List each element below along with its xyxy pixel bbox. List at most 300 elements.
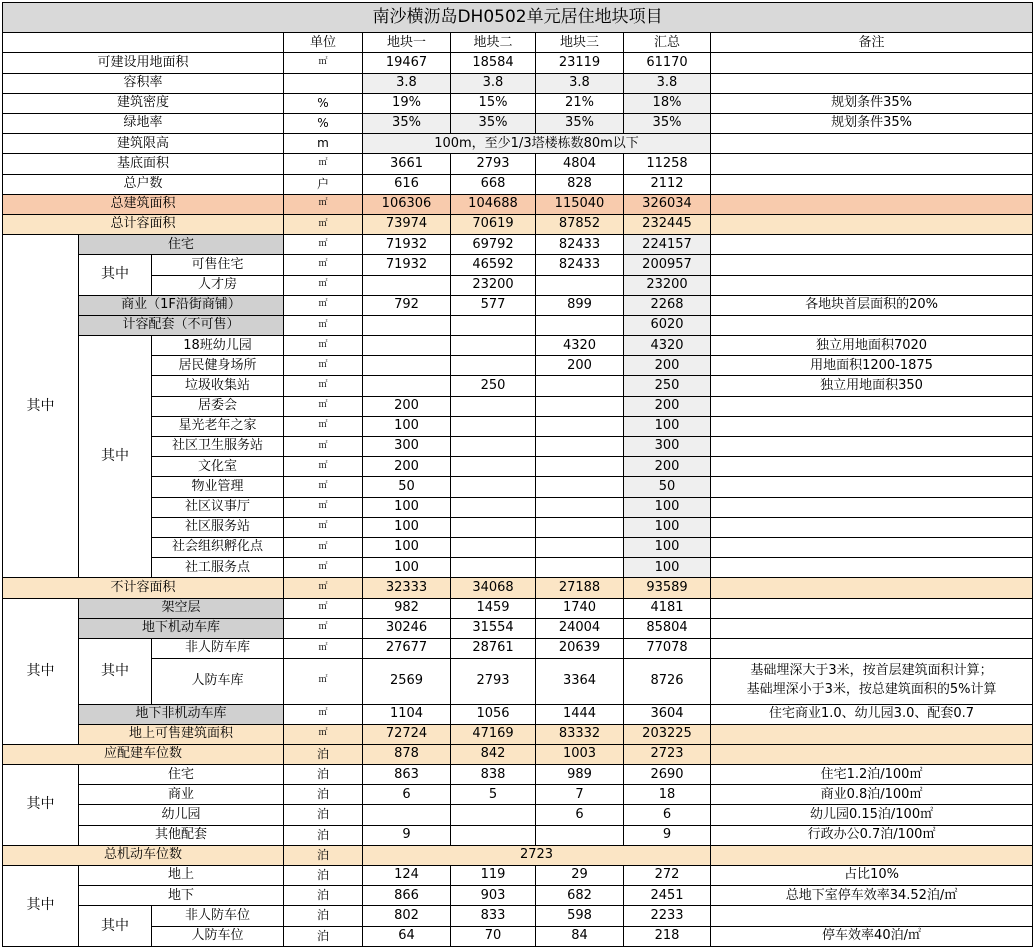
header-total: 汇总 [624, 33, 711, 53]
note-cell [711, 659, 1033, 704]
block-2-cell: 47169 [451, 724, 536, 744]
block-1-cell: 802 [363, 906, 451, 926]
unit-cell: ㎡ [284, 416, 363, 436]
row-label: 住宅 [79, 235, 284, 255]
block-3-cell [536, 396, 624, 416]
block-2-cell: 2793 [451, 154, 536, 174]
total-cell: 4320 [624, 336, 711, 356]
unit-cell: ㎡ [284, 517, 363, 537]
block-2-cell: 34068 [451, 578, 536, 598]
height-limit-value: 100m，至少1/3塔楼栋数80m以下 [363, 134, 711, 154]
note-cell: 行政办公0.7泊/100㎡ [711, 825, 1033, 845]
block-3-cell [536, 497, 624, 517]
block-2-cell [451, 497, 536, 517]
row-label: 架空层 [79, 598, 284, 618]
row-label: 总建筑面积 [3, 194, 284, 214]
block-3-cell: 899 [536, 295, 624, 315]
block-1-cell: 878 [363, 744, 451, 764]
note-cell [711, 275, 1033, 295]
total-cell: 232445 [624, 214, 711, 234]
row-label: 总机动车位数 [3, 845, 284, 865]
block-2-cell [451, 336, 536, 356]
table-row [3, 53, 1033, 73]
unit-cell: ㎡ [284, 53, 363, 73]
total-cell: 23200 [624, 275, 711, 295]
table-row [3, 497, 1033, 517]
block-3-cell: 27188 [536, 578, 624, 598]
block-2-cell: 577 [451, 295, 536, 315]
total-cell: 9 [624, 825, 711, 845]
note-cell: 独立用地面积7020 [711, 336, 1033, 356]
total-cell: 250 [624, 376, 711, 396]
subcategory-qizhong: 其中 [79, 638, 152, 704]
total-cell: 203225 [624, 724, 711, 744]
unit-cell: 泊 [284, 926, 363, 946]
block-3-cell [536, 437, 624, 457]
row-label: 建筑限高 [3, 134, 284, 154]
block-1-cell: 3.8 [363, 73, 451, 93]
total-cell: 100 [624, 416, 711, 436]
row-label: 人才房 [152, 275, 284, 295]
row-label: 人防车库 [152, 659, 284, 704]
block-2-cell: 70619 [451, 214, 536, 234]
block-2-cell [451, 477, 536, 497]
note-cell [711, 174, 1033, 194]
total-cell: 200957 [624, 255, 711, 275]
block-2-cell: 119 [451, 866, 536, 886]
total-parking-value: 2723 [363, 845, 711, 865]
note-cell [711, 416, 1033, 436]
note-cell [711, 537, 1033, 557]
row-label: 社工服务点 [152, 558, 284, 578]
table-row [3, 578, 1033, 598]
block-3-cell [536, 457, 624, 477]
block-1-cell: 124 [363, 866, 451, 886]
unit-cell: ㎡ [284, 315, 363, 335]
block-3-cell: 200 [536, 356, 624, 376]
unit-cell: 泊 [284, 845, 363, 865]
table-row [3, 825, 1033, 845]
block-3-cell: 115040 [536, 194, 624, 214]
total-cell: 272 [624, 866, 711, 886]
block-2-cell: 70 [451, 926, 536, 946]
row-label: 不计容面积 [3, 578, 284, 598]
block-1-cell: 30246 [363, 618, 451, 638]
note-cell: 住宅1.2泊/100㎡ [711, 765, 1033, 785]
total-cell: 2690 [624, 765, 711, 785]
table-row [3, 336, 1033, 356]
note-cell: 规划条件35% [711, 93, 1033, 113]
unit-cell: ㎡ [284, 638, 363, 658]
unit-cell: m [284, 134, 363, 154]
block-1-cell: 100 [363, 558, 451, 578]
note-cell [711, 845, 1033, 865]
block-1-cell: 9 [363, 825, 451, 845]
subcategory-qizhong: 其中 [79, 906, 152, 947]
block-1-cell: 616 [363, 174, 451, 194]
table-row [3, 744, 1033, 764]
block-1-cell: 64 [363, 926, 451, 946]
table-row [3, 356, 1033, 376]
note-cell [711, 396, 1033, 416]
block-3-cell: 4320 [536, 336, 624, 356]
table-row [3, 886, 1033, 906]
header-note: 备注 [711, 33, 1033, 53]
unit-cell: ㎡ [284, 437, 363, 457]
row-label: 建筑密度 [3, 93, 284, 113]
block-3-cell: 21% [536, 93, 624, 113]
total-cell: 200 [624, 356, 711, 376]
row-label: 垃圾收集站 [152, 376, 284, 396]
table-row [3, 724, 1033, 744]
table-row [3, 93, 1033, 113]
unit-cell: ㎡ [284, 598, 363, 618]
total-cell: 100 [624, 517, 711, 537]
table-row [3, 477, 1033, 497]
note-cell [711, 638, 1033, 658]
block-2-cell: 838 [451, 765, 536, 785]
block-3-cell: 828 [536, 174, 624, 194]
row-label: 18班幼儿园 [152, 336, 284, 356]
note-cell [711, 477, 1033, 497]
block-3-cell: 24004 [536, 618, 624, 638]
table-row [3, 659, 1033, 704]
total-cell: 326034 [624, 194, 711, 214]
total-cell: 2112 [624, 174, 711, 194]
unit-cell: ㎡ [284, 659, 363, 704]
row-label: 社区服务站 [152, 517, 284, 537]
unit-cell: ㎡ [284, 336, 363, 356]
block-2-cell: 5 [451, 785, 536, 805]
note-cell: 用地面积1200-1875 [711, 356, 1033, 376]
block-1-cell: 100 [363, 537, 451, 557]
note-cell: 各地块首层面积的20% [711, 295, 1033, 315]
block-2-cell [451, 517, 536, 537]
block-1-cell: 27677 [363, 638, 451, 658]
block-1-cell: 792 [363, 295, 451, 315]
row-label: 非人防车库 [152, 638, 284, 658]
total-cell: 18% [624, 93, 711, 113]
block-1-cell: 71932 [363, 255, 451, 275]
block-1-cell: 300 [363, 437, 451, 457]
note-cell [711, 194, 1033, 214]
block-1-cell: 982 [363, 598, 451, 618]
note-cell [711, 53, 1033, 73]
block-1-cell: 2569 [363, 659, 451, 704]
total-cell: 18 [624, 785, 711, 805]
table-row [3, 785, 1033, 805]
unit-cell: 泊 [284, 744, 363, 764]
block-3-cell: 6 [536, 805, 624, 825]
total-cell: 77078 [624, 638, 711, 658]
unit-cell: ㎡ [284, 154, 363, 174]
block-3-cell: 83332 [536, 724, 624, 744]
unit-cell: ㎡ [284, 618, 363, 638]
note-cell [711, 255, 1033, 275]
unit-cell [284, 73, 363, 93]
block-1-cell: 35% [363, 114, 451, 134]
block-2-cell: 903 [451, 886, 536, 906]
header-row [3, 33, 1033, 53]
total-cell: 6020 [624, 315, 711, 335]
table-row [3, 638, 1033, 658]
block-1-cell: 19467 [363, 53, 451, 73]
note-cell: 商业0.8泊/100㎡ [711, 785, 1033, 805]
block-2-cell: 3.8 [451, 73, 536, 93]
row-label: 住宅 [79, 765, 284, 785]
block-2-cell: 1056 [451, 704, 536, 724]
block-1-cell: 100 [363, 497, 451, 517]
block-1-cell: 3661 [363, 154, 451, 174]
block-3-cell: 7 [536, 785, 624, 805]
unit-cell: ㎡ [284, 477, 363, 497]
header-block-3: 地块三 [536, 33, 624, 53]
unit-cell: ㎡ [284, 537, 363, 557]
block-3-cell: 82433 [536, 235, 624, 255]
block-2-cell: 28761 [451, 638, 536, 658]
table-row [3, 805, 1033, 825]
note-cell [711, 744, 1033, 764]
unit-cell: ㎡ [284, 578, 363, 598]
table-row [3, 214, 1033, 234]
row-label: 地下机动车库 [79, 618, 284, 638]
row-label: 地上 [79, 866, 284, 886]
block-3-cell [536, 558, 624, 578]
table-row [3, 704, 1033, 724]
table-row [3, 114, 1033, 134]
unit-cell: ㎡ [284, 396, 363, 416]
total-cell: 100 [624, 497, 711, 517]
row-label: 居委会 [152, 396, 284, 416]
total-cell: 85804 [624, 618, 711, 638]
note-cell: 停车效率40泊/㎡ [711, 926, 1033, 946]
block-3-cell: 598 [536, 906, 624, 926]
table-row [3, 275, 1033, 295]
header-block-1: 地块一 [363, 33, 451, 53]
header-unit: 单位 [284, 33, 363, 53]
block-1-cell [363, 315, 451, 335]
unit-cell: ㎡ [284, 704, 363, 724]
total-cell: 35% [624, 114, 711, 134]
block-1-cell: 200 [363, 457, 451, 477]
block-1-cell [363, 376, 451, 396]
unit-cell: ㎡ [284, 275, 363, 295]
note-cell: 占比10% [711, 866, 1033, 886]
note-cell: 幼儿园0.15泊/100㎡ [711, 805, 1033, 825]
block-1-cell: 866 [363, 886, 451, 906]
total-cell: 100 [624, 558, 711, 578]
table-row [3, 154, 1033, 174]
row-label: 社区议事厅 [152, 497, 284, 517]
note-cell [711, 578, 1033, 598]
total-cell: 200 [624, 396, 711, 416]
block-1-cell: 1104 [363, 704, 451, 724]
table-row [3, 457, 1033, 477]
unit-cell: 泊 [284, 906, 363, 926]
total-cell: 8726 [624, 659, 711, 704]
block-2-cell: 69792 [451, 235, 536, 255]
row-label: 可售住宅 [152, 255, 284, 275]
row-label: 社区卫生服务站 [152, 437, 284, 457]
block-2-cell [451, 825, 536, 845]
row-label: 商业（1F沿街商铺） [79, 295, 284, 315]
total-cell: 61170 [624, 53, 711, 73]
unit-cell: ㎡ [284, 255, 363, 275]
block-3-cell: 4804 [536, 154, 624, 174]
unit-cell: 泊 [284, 866, 363, 886]
block-1-cell: 200 [363, 396, 451, 416]
row-label: 物业管理 [152, 477, 284, 497]
row-label: 绿地率 [3, 114, 284, 134]
total-cell: 4181 [624, 598, 711, 618]
table-row [3, 376, 1033, 396]
total-cell: 2451 [624, 886, 711, 906]
note-cell [711, 457, 1033, 477]
row-label: 总户数 [3, 174, 284, 194]
block-1-cell: 100 [363, 416, 451, 436]
block-1-cell: 50 [363, 477, 451, 497]
block-2-cell [451, 315, 536, 335]
block-3-cell: 682 [536, 886, 624, 906]
block-2-cell: 23200 [451, 275, 536, 295]
block-3-cell [536, 315, 624, 335]
table-row [3, 255, 1033, 275]
block-1-cell: 6 [363, 785, 451, 805]
subcategory-qizhong: 其中 [79, 336, 152, 578]
note-cell [711, 154, 1033, 174]
project-table [2, 2, 1033, 947]
unit-cell: 泊 [284, 785, 363, 805]
unit-cell: ㎡ [284, 558, 363, 578]
note-cell: 独立用地面积350 [711, 376, 1033, 396]
row-label: 幼儿园 [79, 805, 284, 825]
block-2-cell [451, 396, 536, 416]
total-cell: 11258 [624, 154, 711, 174]
block-3-cell [536, 825, 624, 845]
total-cell: 50 [624, 477, 711, 497]
category-qizhong: 其中 [3, 235, 79, 578]
unit-cell: 户 [284, 174, 363, 194]
row-label: 应配建车位数 [3, 744, 284, 764]
block-3-cell [536, 517, 624, 537]
title-row [3, 3, 1033, 33]
note-cell [711, 437, 1033, 457]
unit-cell: ㎡ [284, 295, 363, 315]
table-row [3, 396, 1033, 416]
category-qizhong: 其中 [3, 765, 79, 846]
unit-cell: ㎡ [284, 235, 363, 255]
block-3-cell: 35% [536, 114, 624, 134]
note-cell [711, 906, 1033, 926]
block-1-cell: 100 [363, 517, 451, 537]
note-cell [711, 73, 1033, 93]
note-cell: 住宅商业1.0、幼儿园3.0、配套0.7 [711, 704, 1033, 724]
table-row [3, 517, 1033, 537]
total-cell: 2723 [624, 744, 711, 764]
note-cell [711, 517, 1033, 537]
header-block-2: 地块二 [451, 33, 536, 53]
note-cell [711, 558, 1033, 578]
unit-cell: 泊 [284, 765, 363, 785]
total-cell: 224157 [624, 235, 711, 255]
table-row [3, 598, 1033, 618]
total-cell: 2268 [624, 295, 711, 315]
block-1-cell [363, 275, 451, 295]
block-2-cell [451, 537, 536, 557]
block-3-cell: 29 [536, 866, 624, 886]
block-2-cell: 104688 [451, 194, 536, 214]
unit-cell: ㎡ [284, 214, 363, 234]
table-row [3, 295, 1033, 315]
block-2-cell [451, 416, 536, 436]
unit-cell: ㎡ [284, 194, 363, 214]
note-cell [711, 214, 1033, 234]
total-cell: 200 [624, 457, 711, 477]
block-3-cell [536, 416, 624, 436]
block-1-cell [363, 356, 451, 376]
note-cell [711, 724, 1033, 744]
block-2-cell: 2793 [451, 659, 536, 704]
row-label: 其他配套 [79, 825, 284, 845]
table-row [3, 194, 1033, 214]
unit-cell: ㎡ [284, 457, 363, 477]
note-cell [711, 618, 1033, 638]
table-row [3, 315, 1033, 335]
unit-cell: 泊 [284, 825, 363, 845]
table-row [3, 906, 1033, 926]
row-label: 商业 [79, 785, 284, 805]
block-1-cell: 863 [363, 765, 451, 785]
row-label: 居民健身场所 [152, 356, 284, 376]
block-3-cell: 1444 [536, 704, 624, 724]
total-cell: 3.8 [624, 73, 711, 93]
block-3-cell [536, 275, 624, 295]
row-label: 非人防车位 [152, 906, 284, 926]
block-2-cell: 833 [451, 906, 536, 926]
row-label: 计容配套（不可售） [79, 315, 284, 335]
table-row [3, 416, 1033, 436]
row-label: 人防车位 [152, 926, 284, 946]
note-cell [711, 315, 1033, 335]
block-2-cell [451, 558, 536, 578]
block-2-cell: 842 [451, 744, 536, 764]
block-3-cell: 82433 [536, 255, 624, 275]
total-cell: 100 [624, 537, 711, 557]
block-3-cell: 989 [536, 765, 624, 785]
block-2-cell [451, 437, 536, 457]
row-label: 地上可售建筑面积 [79, 724, 284, 744]
row-label: 星光老年之家 [152, 416, 284, 436]
block-3-cell: 1003 [536, 744, 624, 764]
block-1-cell: 32333 [363, 578, 451, 598]
block-1-cell: 106306 [363, 194, 451, 214]
row-label: 地下 [79, 886, 284, 906]
note-cell [711, 598, 1033, 618]
block-3-cell: 3.8 [536, 73, 624, 93]
note-line-1: 基础埋深大于3米，按首层建筑面积计算； [750, 663, 993, 679]
unit-cell: ㎡ [284, 356, 363, 376]
block-3-cell: 23119 [536, 53, 624, 73]
block-2-cell: 31554 [451, 618, 536, 638]
unit-cell: ㎡ [284, 497, 363, 517]
row-label: 文化室 [152, 457, 284, 477]
total-cell: 93589 [624, 578, 711, 598]
total-cell: 3604 [624, 704, 711, 724]
unit-cell: ㎡ [284, 724, 363, 744]
table-row [3, 73, 1033, 93]
block-2-cell: 35% [451, 114, 536, 134]
block-2-cell: 250 [451, 376, 536, 396]
